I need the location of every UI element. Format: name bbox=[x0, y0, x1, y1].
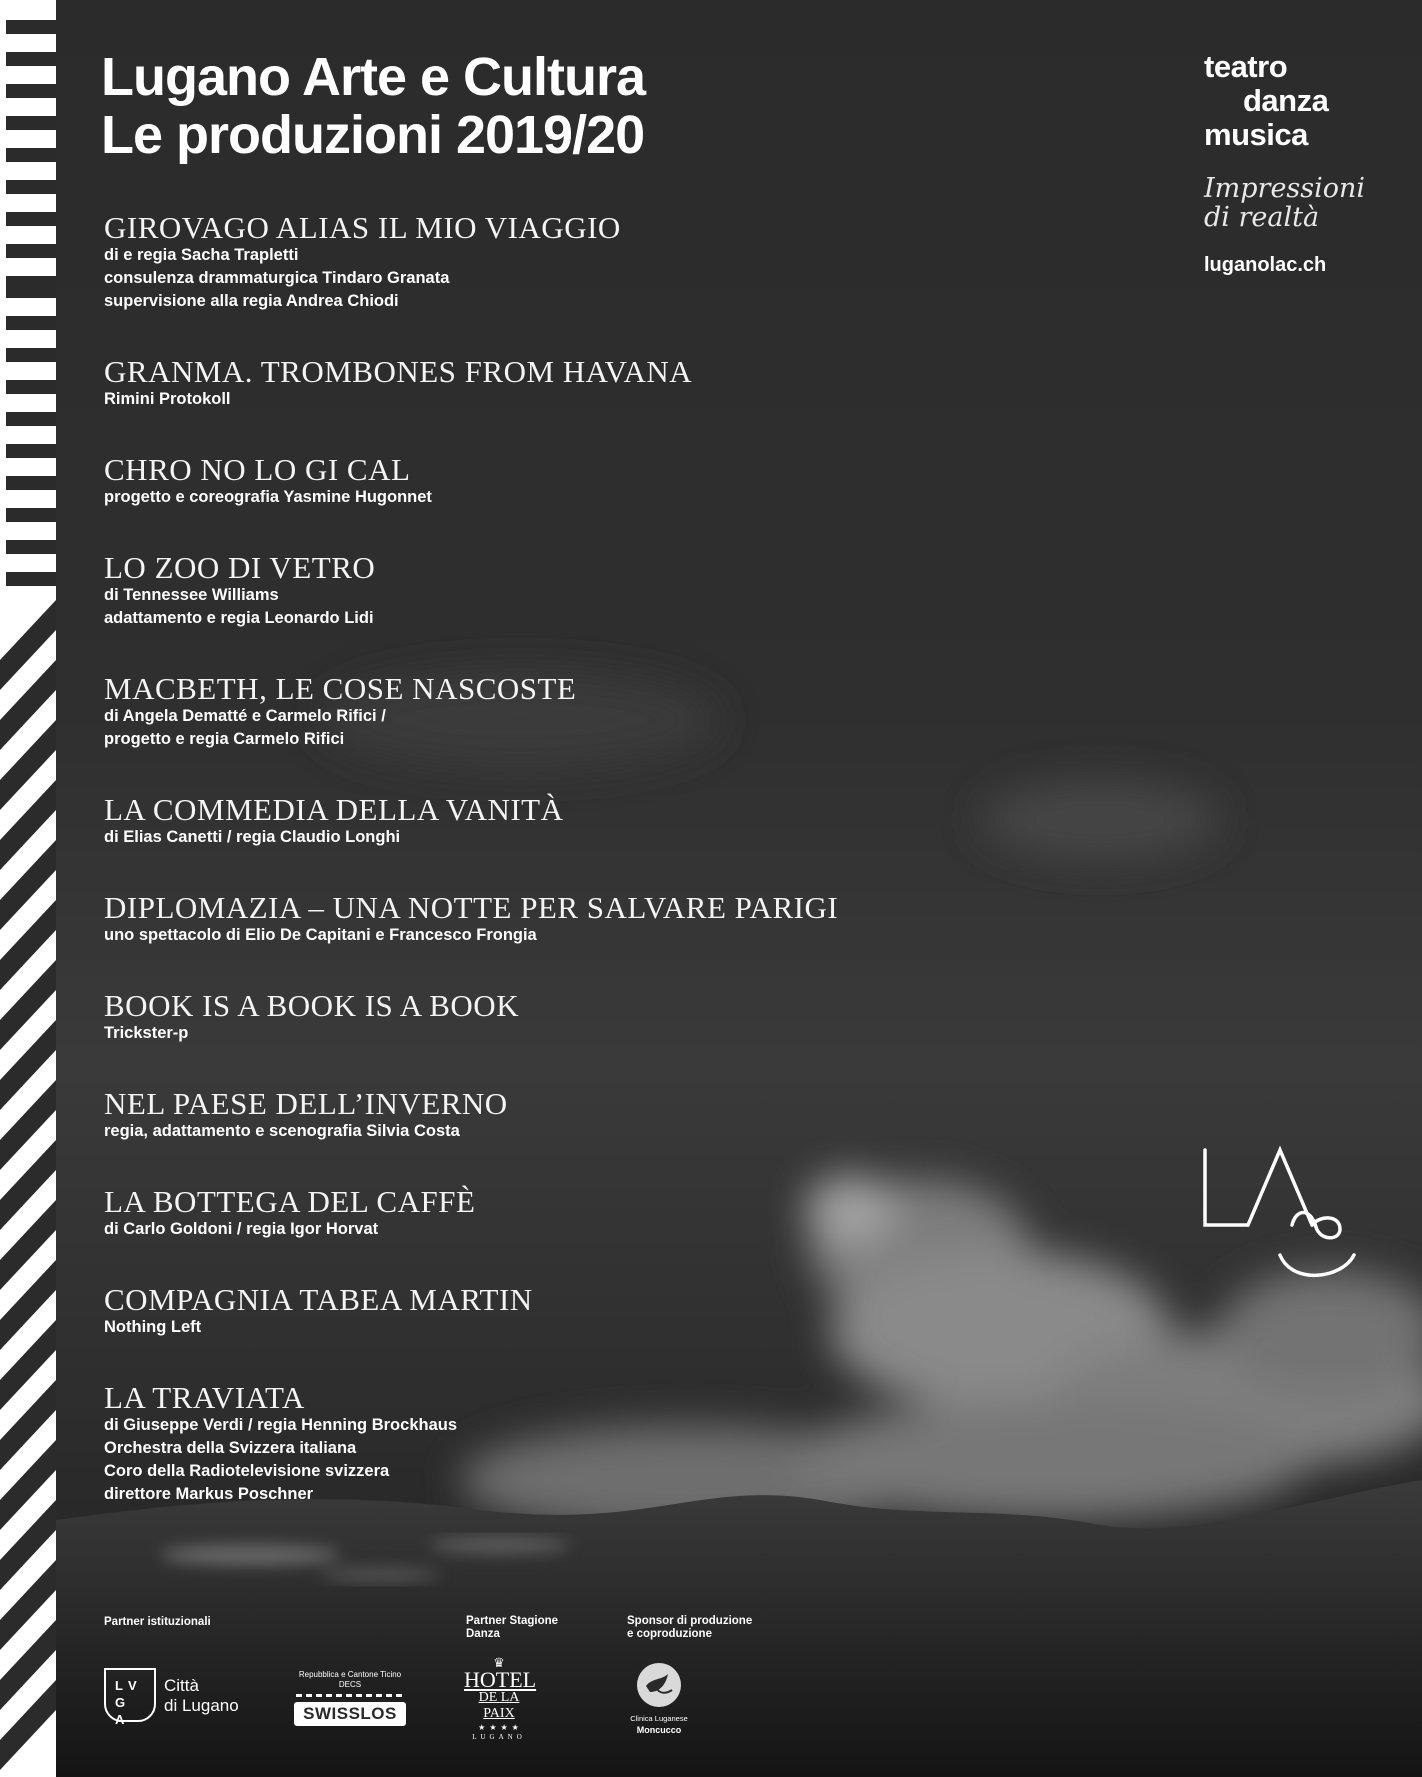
lac-logo-icon bbox=[1200, 1145, 1365, 1290]
mountain-range bbox=[56, 1480, 1422, 1777]
production-credit: Orchestra della Svizzera italiana bbox=[104, 1439, 357, 1457]
production-credit: di Tennessee Williams bbox=[104, 586, 279, 604]
production-credit: di Angela Dematté e Carmelo Rifici / bbox=[104, 707, 386, 725]
production-credit: regia, adattamento e scenografia Silvia Costa bbox=[104, 1122, 460, 1140]
production-credit: uno spettacolo di Elio De Capitani e Francesco Frongia bbox=[104, 926, 537, 944]
production-credit: Rimini Protokoll bbox=[104, 390, 231, 408]
production-entry bbox=[104, 212, 621, 313]
production-title: LA TRAVIATA bbox=[104, 1380, 305, 1415]
clinic-line-2: Moncucco bbox=[636, 1725, 682, 1735]
poster-title bbox=[101, 48, 645, 164]
season-partner-label-1: Partner Stagione bbox=[466, 1615, 559, 1627]
diagonal-stripe-band bbox=[0, 0, 56, 1777]
motto-line-2: di realtà bbox=[1204, 202, 1320, 233]
production-entry bbox=[104, 552, 375, 630]
production-credit: Trickster-p bbox=[104, 1024, 189, 1042]
title-line-1: Lugano Arte e Cultura bbox=[101, 47, 646, 107]
production-credit: Coro della Radiotelevisione svizzera bbox=[104, 1462, 390, 1480]
production-entry bbox=[104, 1186, 475, 1241]
production-title: LA COMMEDIA DELLA VANITÀ bbox=[104, 792, 564, 827]
lac-logo-text: LAC bbox=[1200, 1145, 1202, 1146]
production-entry bbox=[104, 1382, 457, 1506]
swisslos-logo: SWISSLOS bbox=[294, 1702, 406, 1726]
production-entry bbox=[104, 1088, 508, 1143]
tagline-line-2: danza bbox=[1243, 83, 1329, 118]
production-entry bbox=[104, 454, 432, 509]
sponsor-label-1: Sponsor di produzione bbox=[627, 1615, 753, 1627]
production-entry bbox=[104, 794, 564, 849]
hotel-line-3: LUGANO bbox=[472, 1733, 526, 1741]
production-title: NEL PAESE DELL’INVERNO bbox=[104, 1086, 508, 1121]
tagline-line-3: musica bbox=[1204, 117, 1308, 152]
production-title: LA BOTTEGA DEL CAFFÈ bbox=[104, 1184, 476, 1219]
title-line-2: Le produzioni 2019/20 bbox=[101, 105, 645, 165]
production-credit: progetto e coreografia Yasmine Hugonnet bbox=[104, 488, 432, 506]
decs-line-2: DECS bbox=[338, 1680, 362, 1689]
production-entry bbox=[104, 673, 576, 751]
institutional-partners-label: Partner istituzionali bbox=[104, 1616, 211, 1628]
crown-icon: ♛ bbox=[493, 1655, 505, 1670]
production-credit: di Giuseppe Verdi / regia Henning Brockhaus bbox=[104, 1416, 458, 1434]
hotel-line-1: HOTEL bbox=[464, 1667, 537, 1692]
tagline bbox=[1204, 50, 1328, 152]
production-title: GIROVAGO ALIAS IL MIO VIAGGIO bbox=[104, 210, 621, 245]
citta-line-1: Città bbox=[164, 1676, 199, 1695]
production-entry bbox=[104, 990, 519, 1045]
production-credit: Nothing Left bbox=[104, 1318, 202, 1336]
motto bbox=[1204, 174, 1365, 232]
production-credit: direttore Markus Poschner bbox=[104, 1485, 314, 1503]
citta-crest-letters: LVGA bbox=[115, 1678, 143, 1727]
production-entry bbox=[104, 892, 838, 947]
motto-line-1: Impressioni bbox=[1204, 173, 1366, 204]
production-entry bbox=[104, 1284, 533, 1339]
production-title: CHRO NO LO GI CAL bbox=[104, 452, 411, 487]
production-title: DIPLOMAZIA – UNA NOTTE PER SALVARE PARIGI bbox=[104, 890, 839, 925]
stars-icon: ★ ★ ★ ★ bbox=[478, 1723, 520, 1732]
production-credit: progetto e regia Carmelo Rifici bbox=[104, 730, 345, 748]
production-entry bbox=[104, 356, 692, 411]
production-credit: adattamento e regia Leonardo Lidi bbox=[104, 609, 374, 627]
hotel-line-2: DE LA PAIX bbox=[478, 1690, 520, 1721]
production-title: GRANMA. TROMBONES FROM HAVANA bbox=[104, 354, 693, 389]
production-credit: di Elias Canetti / regia Claudio Longhi bbox=[104, 828, 401, 846]
production-credit: supervisione alla regia Andrea Chiodi bbox=[104, 292, 399, 310]
production-title: MACBETH, LE COSE NASCOSTE bbox=[104, 671, 577, 706]
production-credit: consulenza drammaturgica Tindaro Granata bbox=[104, 269, 450, 287]
production-credit: di Carlo Goldoni / regia Igor Horvat bbox=[104, 1220, 379, 1238]
citta-line-2: di Lugano bbox=[164, 1696, 239, 1715]
tagline-line-1: teatro bbox=[1204, 49, 1288, 84]
sponsor-label-2: e coproduzione bbox=[627, 1628, 712, 1640]
production-title: LO ZOO DI VETRO bbox=[104, 550, 376, 585]
production-credit: di e regia Sacha Trapletti bbox=[104, 246, 299, 264]
website-link[interactable]: luganolac.ch bbox=[1204, 254, 1327, 276]
production-title: COMPAGNIA TABEA MARTIN bbox=[104, 1282, 533, 1317]
decs-line-1: Repubblica e Cantone Ticino bbox=[298, 1670, 402, 1679]
season-partner-label-2: Danza bbox=[466, 1628, 500, 1640]
clinic-line-1: Clinica Luganese bbox=[630, 1714, 688, 1723]
production-title: BOOK IS A BOOK IS A BOOK bbox=[104, 988, 520, 1023]
